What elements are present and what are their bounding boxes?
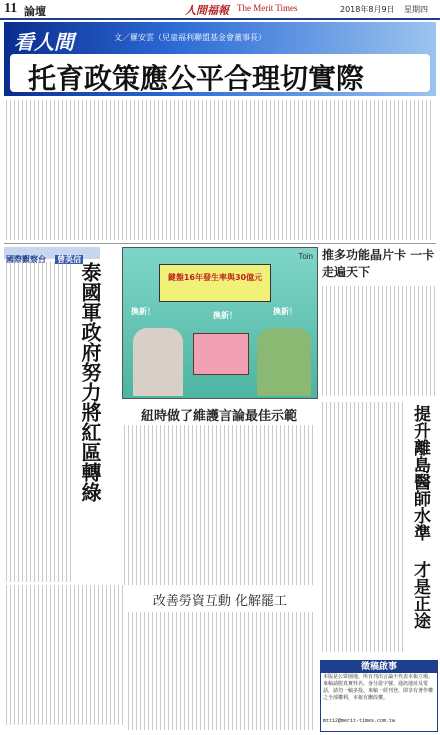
issue-date: 2018年8月9日 [340,5,395,14]
column-logo: 看人間 [14,30,74,54]
column-byline: 文／羅安雲（兒童福利聯盟基金會董事長） [114,33,266,42]
world-article-body [6,262,74,582]
cartoon-word-right: 換新！ [273,307,297,316]
world-article-body-lower [6,585,124,725]
notice-title: 徵稿啟事 [321,661,437,673]
island-article-body [322,402,406,652]
cartoon-credit: Toin [298,252,313,261]
smartcard-article-body [322,286,436,396]
smartcard-headline [322,247,438,283]
lead-article-body [6,100,434,240]
world-headline: 泰國軍政府努力將紅區轉綠 [78,262,102,502]
labor-article-body [128,612,316,730]
labor-headline: 改善勞資互動 化解罷工 [152,594,288,609]
column-banner [4,22,436,96]
cartoon-figures [133,328,183,396]
editorial-article-body [124,425,316,585]
masthead-en: The Merit Times [237,3,298,13]
smartcard-headline-text: 推多功能晶片卡 一卡走遍天下 [322,248,435,279]
issue-weekday: 星期四 [404,5,428,14]
page-number: 11 [4,1,18,16]
world-kicker [4,247,100,264]
divider [4,243,436,244]
cartoon-sign-text: 鍵盤16年發生率與30億元 [167,273,263,282]
world-kicker-label: 國際觀察台 [6,255,46,264]
headline-box [10,54,430,95]
cartoon-sign [159,264,271,302]
main-headline: 托育政策應公平合理切實際 [28,62,365,95]
notice-email: mtt12@merit-times.com.tw [323,718,396,724]
editorial-cartoon [122,247,318,399]
notice-body: 本版是公眾園地，所有刊出言論不代表本報立場。來稿請附真實姓名、身分證字號、通訊地址及電話，請勿一稿多投。來稿一經刊登，即享有著作權之全部權利，本報有刪改權。 [323,674,434,701]
cartoon-word-left: 換新！ [131,307,155,316]
section-name: 論壇 [24,5,46,18]
page-header [0,0,440,20]
masthead-cn: 人間福報 [185,4,229,17]
cartoon-figures-right [257,328,311,396]
cartoon-cake [193,333,249,375]
notice-box [320,660,438,732]
cartoon-word-center: 換新！ [213,311,237,320]
island-headline: 提升離島醫師水準 才是正途 [410,405,430,629]
world-kicker-badge: 曾英信 [57,255,82,264]
editorial-headline: 紐時做了維護言論最佳示範 [140,409,297,424]
